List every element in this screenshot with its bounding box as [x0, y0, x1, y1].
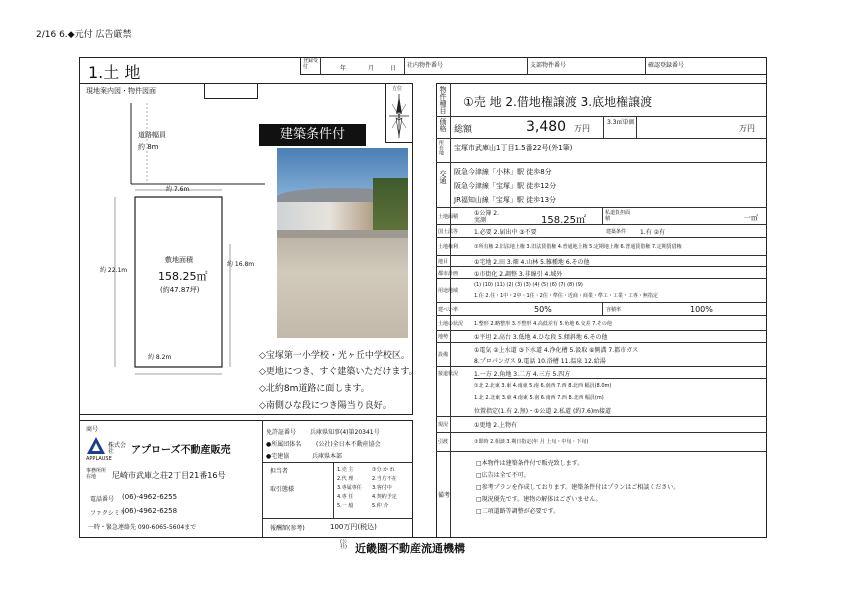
tel-label: 電話番号	[90, 496, 115, 503]
facilities-b: 8.プロパンガス 9.電話 10.浴槽 11.温泉 12.給湯	[474, 358, 606, 365]
road-width: 道路幅員 約 8m	[138, 131, 166, 151]
land-law: 1.必要 2.届出中 ③不要	[474, 229, 537, 236]
feature-1: ◇宝塚第一小学校・光ヶ丘中学校区。	[259, 351, 410, 361]
fee: 100万円(税込)	[330, 523, 377, 531]
facilities-label: 設備	[438, 352, 449, 358]
road-options: 1.一方 2.角地 3.二方 4.三方 5.四方	[474, 371, 571, 378]
remark-5: □二項道路等調整が必要です。	[476, 508, 560, 515]
setback-label: 私道負担面積	[605, 210, 631, 222]
price-unit: 万円	[574, 124, 590, 133]
traffic-2: 阪急今津線「宝塚」駅 徒歩12分	[454, 182, 557, 190]
land-area-label: 土地面積	[438, 214, 459, 220]
fee-label: 報酬額(参考)	[270, 525, 305, 532]
company-address: 尼崎市武庫之荘2丁目21番16号	[112, 471, 226, 480]
company-section: 商号	[86, 426, 99, 433]
remarks-label: 備考	[438, 492, 451, 499]
feature-2: ◇更地につき、すぐ建築いただけます。	[259, 367, 418, 377]
status: ①更地 2.上物有	[474, 422, 518, 429]
landuse: ①宅地 2.田 3.畑 4.山林 5.雑種地 6.その他	[474, 259, 590, 266]
license-label: 免許証番号	[266, 429, 297, 436]
reg-year: 年	[340, 65, 347, 72]
zoning-a: (1) (10) (11) (2) (3) (3) (4) (5) (6) (7) (8) (9)	[474, 282, 583, 288]
reins-no-label: 確認登録番号	[648, 62, 685, 69]
build-req-label: 建築条件	[606, 229, 627, 235]
footer: 近畿圏不動産流通機構	[355, 542, 465, 555]
build-req: 1.有 ②有	[640, 229, 666, 236]
location: 宝塚市武庫山1丁目1.5番22号(外1筆)	[454, 144, 573, 152]
type-label: 物件種目	[439, 86, 447, 114]
city-label: 都市計画	[438, 271, 459, 277]
map-label: 現地案内図・物件図面	[86, 87, 156, 95]
area-tsubo: (約47.87坪)	[160, 286, 200, 294]
road-line-2: 1.北 2.北東 3.東 4.南東 5.南 6.南西 7.西 8.北西 幅員(m)	[474, 395, 604, 401]
status-label: 現況	[438, 422, 449, 428]
city: ①市街化 2.調整 3.非線引 4.域外	[474, 271, 563, 278]
remark-2: □広告は全て不可。	[476, 472, 530, 479]
fax-label: ファクシミリ	[90, 510, 126, 517]
area-m2: 158.25㎡	[158, 270, 208, 283]
far-label: 容積率	[606, 307, 622, 313]
traffic-1: 阪急今津線「小林」駅 徒歩8分	[454, 168, 552, 176]
staff-label: 担当者	[270, 468, 289, 475]
footer-prefix: (公社)	[340, 539, 347, 550]
dept-no-label: 支部物件番号	[530, 62, 567, 69]
guarantee-label: ●宅建協	[266, 453, 290, 460]
terrain: 1.整形 2.略整形 3.不整形 4.高低差有 5.角地 6.交差 7.その他	[474, 321, 612, 327]
area-label: 敷地面積	[165, 256, 193, 264]
type-options: ①売 地 2.借地権譲渡 3.底地権譲渡	[463, 95, 653, 109]
handover-label: 引渡	[438, 439, 449, 445]
traffic-3: JR福知山線「宝塚」駅 徒歩13分	[454, 196, 557, 204]
zoning-b: 1.住 2.住・1中・2中・1住・2住・準住・近商・商業・準工・工業・工専・無指定	[474, 293, 658, 299]
bottom-dimension: 約 8.2m	[148, 354, 172, 361]
setback: 一㎡	[744, 214, 758, 222]
company-name-prefix: 株式会社	[108, 442, 127, 455]
company-tel: (06)-4962-6255	[122, 493, 178, 501]
road-line-3: 位置指定(1.有 2.無)・①公道 2.私道 (約7.6)m接道	[474, 408, 612, 415]
land-area: 158.25㎡	[541, 215, 586, 226]
zoning-label: 用途地域	[438, 288, 459, 294]
top-dimension: 約 7.6m	[166, 186, 190, 193]
north-arrow-icon	[387, 92, 411, 140]
contact: 一時・緊急連絡先 090-6065-5604まで	[88, 524, 197, 531]
company-logo-icon	[86, 436, 106, 456]
map-tab	[204, 83, 258, 99]
tsubo-unit: 万円	[739, 124, 755, 133]
terrain-label: 土地の状況	[438, 321, 464, 327]
remark-4: □現況優先です。建物の解体はございません。	[476, 496, 602, 503]
role-options-b: ①分 か れ 2.当方不在 3.客付中 4.契約予定 5.仲 介	[372, 467, 397, 509]
guarantee: 兵庫県本部	[312, 453, 343, 460]
coverage: 50%	[534, 305, 552, 314]
price-label: 価格	[439, 118, 447, 132]
right-dimension: 約 16.8m	[227, 261, 255, 268]
location-label: 所在地	[438, 140, 444, 155]
compass-label: 方位	[392, 86, 403, 92]
reg-month: 月	[368, 65, 375, 72]
shape-label: 地勢	[438, 334, 449, 340]
reg-day: 日	[390, 65, 397, 72]
handover: ①即時 2.相談 3.期日指定(年 月 上旬・中旬・下旬)	[474, 439, 589, 445]
company-name: アプローズ不動産販売	[131, 445, 231, 456]
license: 兵庫県知事(4)第20341号	[310, 429, 380, 436]
feature-4: ◇南側ひな段につき陽当り良好。	[259, 401, 392, 411]
company-fax: (06)-4962-6258	[122, 507, 178, 515]
condition-banner: 建築条件付	[259, 124, 366, 146]
office-label: 事務所所在地	[86, 468, 107, 480]
site-photo	[277, 148, 408, 338]
traffic-label: 交通	[439, 170, 447, 184]
right-label: 土地権利	[438, 244, 459, 250]
landuse-label: 地目	[438, 259, 449, 265]
header-note: 2/16 6.◆元付 広告厳禁	[36, 30, 132, 40]
right: ①所有権 2.旧法地上権 3.旧法賃借権 4.普通地上権 5.定期地上権 6.普通賃借権 7.定期賃借権	[474, 244, 682, 250]
shape: ①平坦 2.高台 3.低地 4.ひな段 5.傾斜地 6.その他	[474, 334, 608, 341]
land-area-opts: ①公簿 2.実測	[474, 210, 500, 224]
remark-1: □本物件は建築条件付で販売致します。	[476, 460, 584, 467]
feature-3: ◇北約8m道路に面します。	[259, 384, 370, 394]
coverage-label: 建ぺい率	[438, 307, 459, 313]
far: 100%	[690, 305, 713, 314]
price-sub: 総額	[454, 125, 473, 135]
company-no-label: 社内物件番号	[407, 62, 444, 69]
sheet-title: 1.土 地	[88, 63, 141, 82]
company-logo-text: APPLAUSE	[86, 456, 112, 462]
left-dimension: 約 22.1m	[100, 267, 128, 274]
role-label: 取引態様	[270, 486, 295, 493]
assoc: (公社)全日本不動産協会	[316, 441, 381, 448]
price: 3,480	[526, 119, 567, 135]
tsubo-label: 3.3㎡単価	[607, 119, 635, 126]
role-options-a: 1.売 主 2.代 理 3.専属専任 4.専 任 5.一 般	[337, 467, 362, 509]
assoc-label: ●所属団体名	[266, 441, 302, 448]
land-law-label: 国土法等	[438, 229, 459, 235]
road-label: 接道状況	[438, 371, 459, 377]
facilities-a: ①電気 ②上水道 ③下水道 4.浄化槽 5.汲取 ⑥側溝 7.都市ガス	[474, 347, 639, 354]
remark-3: □参考プランを作成しております。建築条件付はプランはご相談ください。	[476, 484, 680, 491]
road-line-1: ①北 2.北東 3.東 4.南東 5.南 6.南西 7.西 8.北西 幅員(8.0m)	[474, 383, 612, 389]
reg-label: 登録受付	[303, 58, 319, 70]
